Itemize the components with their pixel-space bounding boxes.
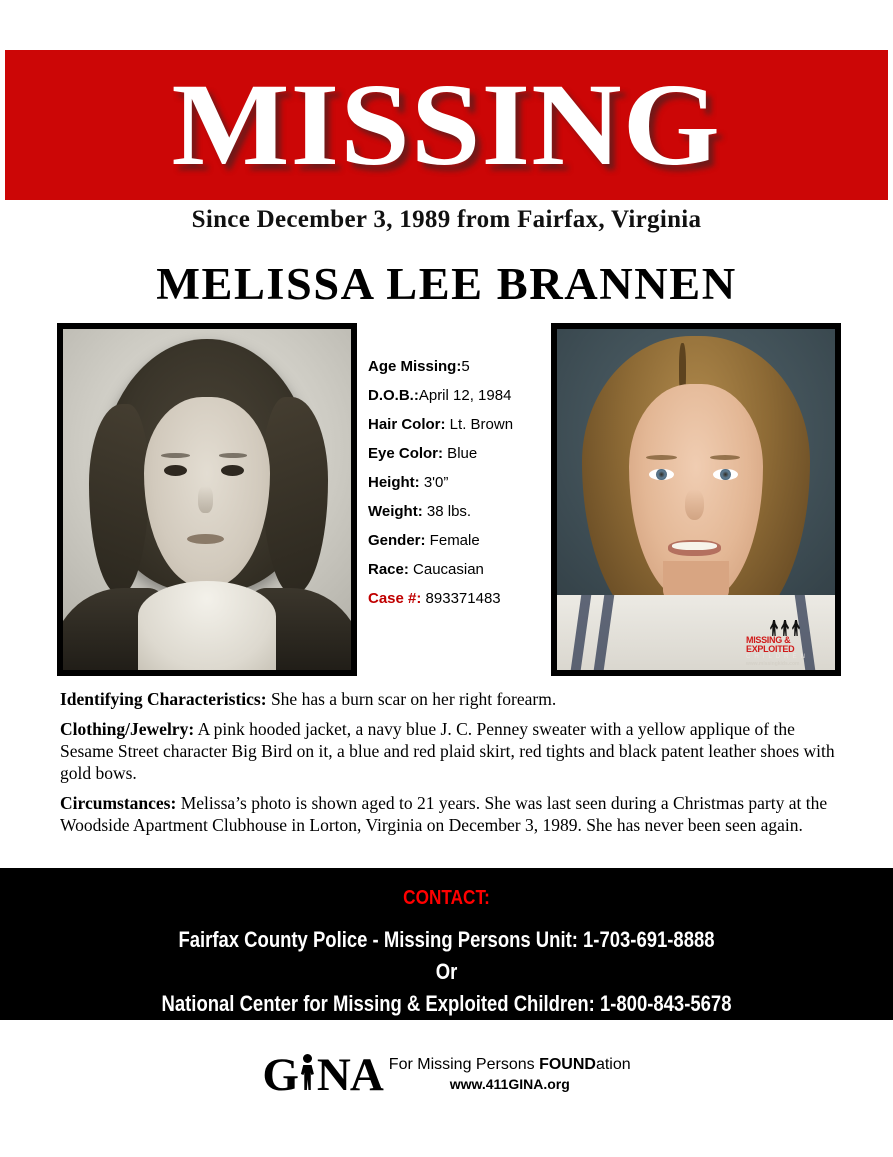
detail-row-race [368, 555, 548, 584]
detail-label-eye-color: Eye Color: [368, 445, 444, 462]
detail-value-race: Caucasian [408, 561, 484, 578]
gina-tagline-post: ation [595, 1056, 631, 1073]
iris-right [720, 469, 731, 481]
original-photo [63, 329, 351, 670]
mouth-shape [187, 534, 224, 544]
person-figure-icon [770, 620, 778, 636]
ncmec-line-exploited: EXPLOITED [746, 644, 795, 654]
gina-logo [0, 1049, 893, 1101]
gina-letters-na: NA [316, 1049, 383, 1101]
gina-url[interactable]: www.411GINA.org [449, 1076, 570, 1092]
contact-ncmec-line[interactable]: National Center for Missing & Exploited Children: 1-800-843-5678 [161, 991, 732, 1016]
detail-label-case-number: Case #: [368, 590, 422, 607]
circumstances-paragraph [60, 792, 840, 836]
ncmec-line-missing: MISSING & [746, 635, 791, 645]
detail-label-age: Age Missing: [368, 358, 462, 375]
mouth-shape [668, 540, 721, 555]
nose-shape [685, 489, 704, 520]
detail-value-weight: 38 lbs. [422, 503, 472, 520]
age-progressed-photo [557, 329, 835, 670]
gina-wordmark [262, 1049, 383, 1101]
circumstances-text: Melissa’s photo is shown aged to 21 years. She was last seen during a Christmas party at the Woodside Apartment Clubhouse in Lorton, Virginia on December 3, 1989. She has never been seen again. [60, 793, 828, 835]
original-photo-frame [57, 323, 357, 676]
ncmec-line-children: C H I L D R E N [746, 654, 807, 660]
gina-tagline-block [389, 1052, 631, 1093]
contact-police-line[interactable]: Fairfax County Police - Missing Persons Unit: 1-703-691-8888 [178, 927, 715, 952]
lace-collar [138, 581, 276, 670]
detail-value-hair-color: Lt. Brown [445, 416, 514, 433]
detail-row-eye-color [368, 439, 548, 468]
identifying-characteristics-label: Identifying Characteristics: [60, 689, 267, 709]
gina-letter-g: G [262, 1049, 298, 1101]
ncmec-watermark [746, 618, 832, 666]
contact-footer [0, 868, 893, 1020]
person-figure-icon [792, 620, 800, 636]
contact-or-line: Or [435, 959, 458, 984]
detail-label-hair-color: Hair Color: [368, 416, 446, 433]
age-progressed-photo-frame [551, 323, 841, 676]
page-title: MELISSA LEE BRANNEN [156, 259, 737, 309]
detail-row-age [368, 352, 548, 381]
detail-label-gender: Gender: [368, 532, 426, 549]
missing-headline: MISSING [171, 59, 722, 190]
detail-value-age: 5 [461, 358, 470, 375]
detail-row-height [368, 468, 548, 497]
identifying-characteristics-text: She has a burn scar on her right forearm. [266, 689, 557, 709]
detail-label-race: Race: [368, 561, 409, 578]
eye-right [713, 469, 738, 481]
detail-row-weight [368, 497, 548, 526]
contact-heading: CONTACT: [403, 887, 490, 909]
detail-label-weight: Weight: [368, 503, 423, 520]
nose-shape [198, 486, 212, 513]
detail-row-dob [368, 381, 548, 410]
detail-value-case-number: 893371483 [421, 590, 501, 607]
detail-label-height: Height: [368, 474, 420, 491]
detail-row-hair-color [368, 410, 548, 439]
detail-value-height: 3'0” [419, 474, 449, 491]
missing-banner [5, 50, 888, 200]
gina-tagline-pre: For Missing Persons [388, 1056, 540, 1073]
person-figure-icon [781, 620, 789, 636]
physical-details-list [368, 352, 548, 613]
iris-left [656, 469, 667, 481]
identifying-characteristics-paragraph [60, 688, 840, 710]
clothing-jewelry-text: A pink hooded jacket, a navy blue J. C. Penney sweater with a yellow applique of the Sesame Street character Big Bird on it, a blue and red plaid skirt, red tights and black patent leather shoes with gold bows. [60, 719, 835, 783]
clothing-jewelry-label: Clothing/Jewelry: [60, 719, 195, 739]
ncmec-line-url: www.missingkids.com [746, 661, 800, 666]
clothing-jewelry-paragraph [60, 718, 840, 784]
detail-value-gender: Female [425, 532, 480, 549]
contact-lines [0, 924, 893, 1020]
circumstances-label: Circumstances: [60, 793, 177, 813]
ncmec-figures-icon [746, 618, 832, 636]
detail-label-dob: D.O.B.: [368, 387, 419, 404]
detail-row-case-number [368, 584, 548, 613]
detail-row-gender [368, 526, 548, 555]
gina-tagline [389, 1056, 631, 1074]
person-icon [299, 1052, 316, 1090]
teeth-shape [672, 542, 716, 550]
missing-since-subtitle: Since December 3, 1989 from Fairfax, Virginia [191, 206, 702, 233]
detail-value-eye-color: Blue [443, 445, 478, 462]
detail-value-dob: April 12, 1984 [418, 387, 512, 404]
gina-tagline-bold: FOUND [539, 1056, 596, 1073]
description-section [60, 688, 840, 844]
